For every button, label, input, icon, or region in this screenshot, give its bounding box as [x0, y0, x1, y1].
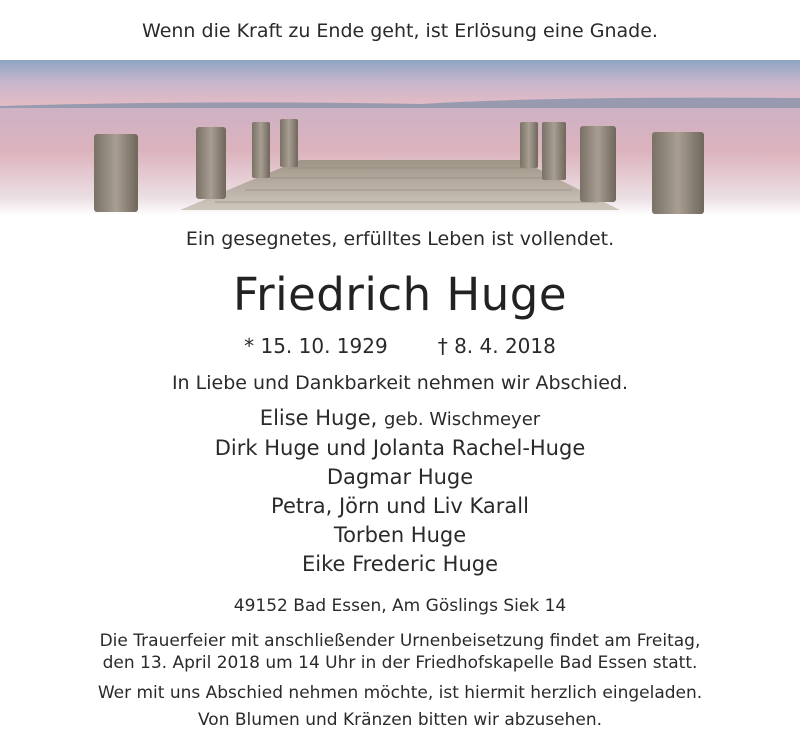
mourner-line: Torben Huge — [333, 523, 467, 547]
birth-date: * 15. 10. 1929 — [244, 334, 388, 358]
address: 49152 Bad Essen, Am Göslings Siek 14 — [233, 596, 567, 616]
notice-line: Wer mit uns Abschied nehmen möchte, ist hiermit herzlich eingeladen. — [97, 683, 703, 703]
jetty-sunset-image — [0, 60, 800, 215]
mourner-note: geb. Wischmeyer — [383, 409, 541, 430]
notice-line: Von Blumen und Kränzen bitten wir abzusehen. — [197, 710, 602, 730]
life-dates — [0, 334, 800, 358]
deceased-name: Friedrich Huge — [232, 268, 568, 321]
quote-text: Wenn die Kraft zu Ende geht, ist Erlösung eine Gnade. — [142, 20, 658, 42]
intro-text: Ein gesegnetes, erfülltes Leben ist vollendet. — [185, 228, 615, 250]
farewell-text: In Liebe und Dankbarkeit nehmen wir Abschied. — [171, 372, 629, 394]
mourner-line: Elise Huge, geb. Wischmeyer — [259, 406, 541, 430]
mourner-line: Petra, Jörn und Liv Karall — [271, 494, 529, 518]
notice-line: Die Trauerfeier mit anschließender Urnenbeisetzung findet am Freitag, — [99, 631, 701, 651]
mourner-line: Dirk Huge und Jolanta Rachel-Huge — [214, 436, 586, 460]
mourner-line: Eike Frederic Huge — [301, 552, 499, 576]
mourner-line: Dagmar Huge — [326, 465, 474, 489]
notice-line: den 13. April 2018 um 14 Uhr in der Friedhofskapelle Bad Essen statt. — [102, 653, 698, 673]
death-date: † 8. 4. 2018 — [437, 334, 556, 358]
